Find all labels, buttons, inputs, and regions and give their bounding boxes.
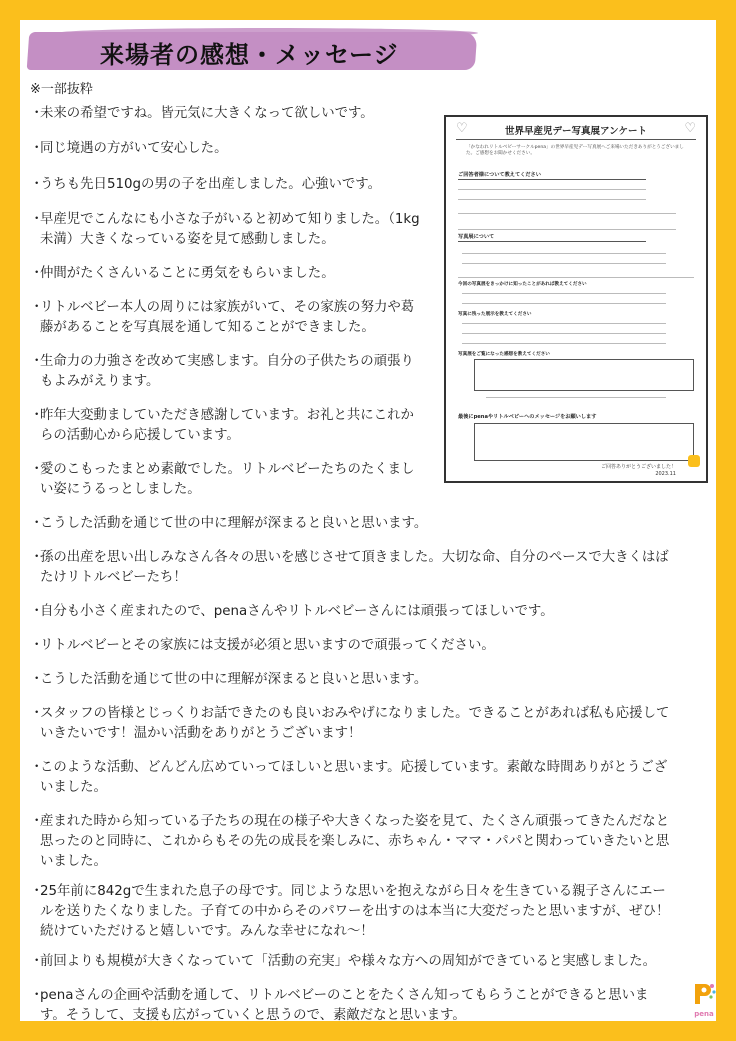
bullet-mark: ・ (30, 106, 44, 121)
bullet-mark: ・ (30, 212, 44, 227)
divider (462, 303, 666, 304)
bullet-mark: ・ (30, 300, 44, 315)
message-text: 自分も小さく産まれたので、penaさんやリトルベビーさんには頑張ってほしいです。 (40, 604, 554, 619)
bullet-mark: ・ (30, 177, 44, 192)
divider (462, 343, 666, 344)
message-text: このような活動、どんどん広めていってほしいと思います。応援しています。素敵な時間ありがとうございました。 (40, 760, 668, 795)
survey-section-5: 写真展をご覧になった感想を教えてください (458, 352, 550, 357)
message-item (30, 514, 670, 534)
divider (458, 199, 646, 200)
survey-section-6: 最後にpenaやリトルベビーへのメッセージをお願いします (458, 414, 597, 420)
survey-sheet-image (444, 115, 708, 483)
pena-logo-word: pena (694, 1010, 714, 1018)
survey-intro: 「かなわれリトルベビーサークルpena」の世界早産児デー写真展へご来場いただきありがとうございました。ご感想をお聞かせください。 (466, 145, 684, 156)
message-item (30, 104, 430, 124)
bullet-mark: ・ (30, 760, 44, 775)
bullet-mark: ・ (30, 706, 44, 721)
message-item (30, 882, 670, 942)
divider (458, 229, 676, 230)
message-item (30, 406, 420, 446)
message-text: こうした活動を通じて世の中に理解が深まると良いと思います。 (40, 672, 428, 687)
survey-section-4: 写真に残った展示を教えてください (458, 312, 532, 317)
survey-section-2: 写真展について (458, 234, 495, 240)
pena-logo-mark (690, 982, 718, 1006)
message-text: リトルベビーとその家族には支援が必須と思いますので頑張ってください。 (40, 638, 495, 653)
pena-logo-small (688, 455, 700, 467)
message-item (30, 758, 670, 798)
message-text: こうした活動を通じて世の中に理解が深まると良いと思います。 (40, 516, 428, 531)
message-item (30, 264, 430, 284)
survey-section-3: 今回の写真展をきっかけに知ったことがあれば教えてください (458, 282, 587, 287)
message-item (30, 812, 670, 872)
divider (456, 139, 696, 140)
message-text: 産まれた時から知っている子たちの現在の様子や大きくなった姿を見て、たくさん頑張ってきたんだなと思ったのと同時に、これからもその先の成長を楽しみに、赤ちゃん・ママ・パパと関わっていきたいと思いました。 (40, 814, 670, 869)
survey-section-1: ご回答者様について教えてください (458, 172, 541, 178)
message-item (30, 210, 430, 250)
bullet-mark: ・ (30, 462, 44, 477)
divider (458, 179, 646, 180)
message-item (30, 298, 420, 338)
divider (462, 333, 666, 334)
message-item (30, 460, 420, 500)
bullet-mark: ・ (30, 354, 44, 369)
message-text: 孫の出産を思い出しみなさん各々の思いを感じさせて頂きました。大切な命、自分のペースで大きくはばたけリトルベビーたち！ (40, 550, 669, 585)
message-text: 早産児でこんなにも小さな子がいると初めて知りました。（1kg未満）大きくなっている姿を見て感動しました。 (40, 212, 420, 247)
bullet-mark: ・ (30, 550, 44, 565)
message-item (30, 602, 670, 622)
message-item (30, 670, 670, 690)
divider (458, 241, 646, 242)
survey-answer-box (474, 359, 694, 391)
divider (458, 277, 694, 278)
message-text: 25年前に842gで生まれた息子の母です。同じような思いを抱えながら日々を生きている親子さんにエールを送りたくなりました。子育ての中からそのパワーを出すのは本当に大変だったと思いますが、ぜひ！続けていただけると嬉しいです。みんな幸せになれ〜！ (40, 884, 670, 939)
bullet-mark: ・ (30, 604, 44, 619)
divider (462, 253, 666, 254)
bullet-mark: ・ (30, 638, 44, 653)
bullet-mark: ・ (30, 814, 44, 829)
message-item (30, 986, 670, 1026)
heart-icon: ♡ (456, 121, 468, 136)
divider (458, 213, 676, 214)
message-item (30, 352, 420, 392)
message-text: 同じ境遇の方がいて安心した。 (40, 141, 228, 156)
bullet-mark: ・ (30, 516, 44, 531)
bullet-mark: ・ (30, 884, 44, 899)
message-text: 未来の希望ですね。皆元気に大きくなって欲しいです。 (40, 106, 374, 121)
bullet-mark: ・ (30, 266, 44, 281)
message-text: スタッフの皆様とじっくりお話できたのも良いおみやげになりました。できることがあれば私も応援していきたいです！温かい活動をありがとうございます！ (40, 706, 670, 741)
message-text: 昨年大変動ましていただき感謝しています。お礼と共にこれからの活動心から応援しています。 (40, 408, 414, 443)
survey-answer-box (474, 423, 694, 461)
message-item (30, 548, 670, 588)
heart-icon: ♡ (684, 121, 696, 136)
bullet-mark: ・ (30, 141, 44, 156)
survey-date: 2023.11 (655, 471, 676, 477)
bullet-mark: ・ (30, 672, 44, 687)
title-banner (28, 28, 476, 72)
message-text: 仲間がたくさんいることに勇気をもらいました。 (40, 266, 335, 281)
bullet-mark: ・ (30, 954, 44, 969)
divider (458, 189, 646, 190)
message-text: 生命力の力強さを改めて実感します。自分の子供たちの頑張りもよみがえります。 (40, 354, 414, 389)
message-text: うちも先日510gの男の子を出産しました。心強いです。 (40, 177, 381, 192)
divider (486, 397, 666, 398)
survey-thanks: ご回答ありがとうございました！ (600, 464, 676, 470)
bullet-mark: ・ (30, 988, 44, 1003)
page-title: 来場者の感想・メッセージ (100, 41, 399, 69)
divider (462, 263, 666, 264)
divider (462, 293, 666, 294)
message-text: 愛のこもったまとめ素敵でした。リトルベビーたちのたくましい姿にうるっとしました。 (40, 462, 415, 497)
message-item (30, 636, 670, 656)
divider (462, 323, 666, 324)
excerpt-note: ※一部抜粋 (30, 82, 93, 97)
message-item (30, 952, 670, 972)
bullet-mark: ・ (30, 408, 44, 423)
message-text: penaさんの企画や活動を通して、リトルベビーのことをたくさん知ってもらうことができると思います。そうして、支援も広がっていくと思うので、素敵だなと思います。 (40, 988, 649, 1023)
survey-title: 世界早産児デー写真展アンケート (505, 126, 647, 137)
message-item (30, 139, 430, 159)
message-text: 前回よりも規模が大きくなっていて「活動の充実」や様々な方への周知ができていると実感しました。 (40, 954, 656, 969)
message-text: リトルベビー本人の周りには家族がいて、その家族の努力や葛藤があることを写真展を通して知ることができました。 (40, 300, 415, 335)
message-item (30, 175, 430, 195)
pena-logo (690, 982, 718, 1016)
message-item (30, 704, 670, 744)
